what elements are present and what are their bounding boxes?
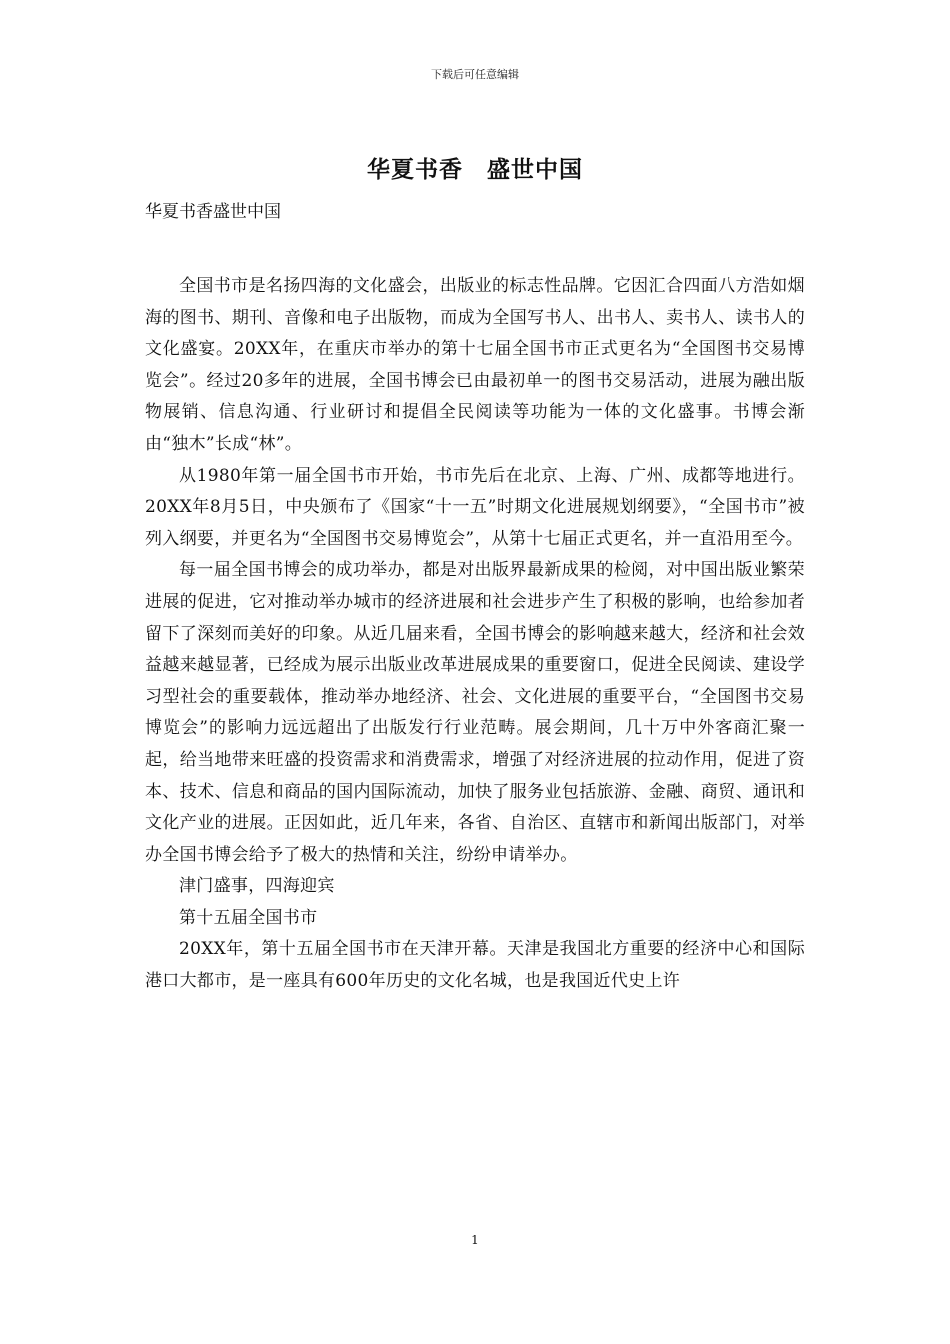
section-heading: 第十五届全国书市 (179, 907, 318, 928)
document-subtitle: 华夏书香盛世中国 (145, 202, 281, 222)
document-title: 华夏书香 盛世中国 (367, 156, 583, 183)
body-text (145, 271, 805, 998)
section-heading: 津门盛事，四海迎宾 (179, 876, 335, 897)
paragraph: 从1980年第一届全国书市开始，书市先后在北京、上海、广州、成都等地进行。20XX年8月5日，中央颁布了《国家“十一五”时期文化进展规划纲要》，“全国书市”被列入纲要，并更名为“全国图书交易博览会”，从第十七届正式更名，并一直沿用至今。 (145, 465, 805, 549)
paragraph: 全国书市是名扬四海的文化盛会，出版业的标志性品牌。它因汇合四面八方浩如烟海的图书、期刊、音像和电子出版物，而成为全国写书人、出书人、卖书人、读书人的文化盛宴。20XX年，在重庆市举办的第十七届全国书市正式更名为“全国图书交易博览会”。经过20多年的进展，全国书博会已由最初单一的图书交易活动，进展为融出版物展销、信息沟通、行业研讨和提倡全民阅读等功能为一体的文化盛事。书博会渐由“独木”长成“林”。 (145, 276, 805, 454)
page-number: 1 (471, 1233, 479, 1247)
paragraph: 20XX年，第十五届全国书市在天津开幕。天津是我国北方重要的经济中心和国际港口大都市，是一座具有600年历史的文化名城，也是我国近代史上许 (145, 939, 805, 992)
paragraph: 每一届全国书博会的成功举办，都是对出版界最新成果的检阅，对中国出版业繁荣进展的促进，它对推动举办城市的经济进展和社会进步产生了积极的影响，也给参加者留下了深刻而美好的印象。从近几届来看，全国书博会的影响越来越大，经济和社会效益越来越显著，已经成为展示出版业改革进展成果的重要窗口，促进全民阅读、建设学习型社会的重要载体，推动举办地经济、社会、文化进展的重要平台，“全国图书交易博览会”的影响力远远超出了出版发行行业范畴。展会期间，几十万中外客商汇聚一起，给当地带来旺盛的投资需求和消费需求，增强了对经济进展的拉动作用，促进了资本、技术、信息和商品的国内国际流动，加快了服务业包括旅游、金融、商贸、通讯和文化产业的进展。正因如此，近几年来，各省、自治区、直辖市和新闻出版部门，对举办全国书博会给予了极大的热情和关注，纷纷申请举办。 (145, 560, 805, 865)
page-header-note: 下载后可任意编辑 (431, 68, 519, 81)
